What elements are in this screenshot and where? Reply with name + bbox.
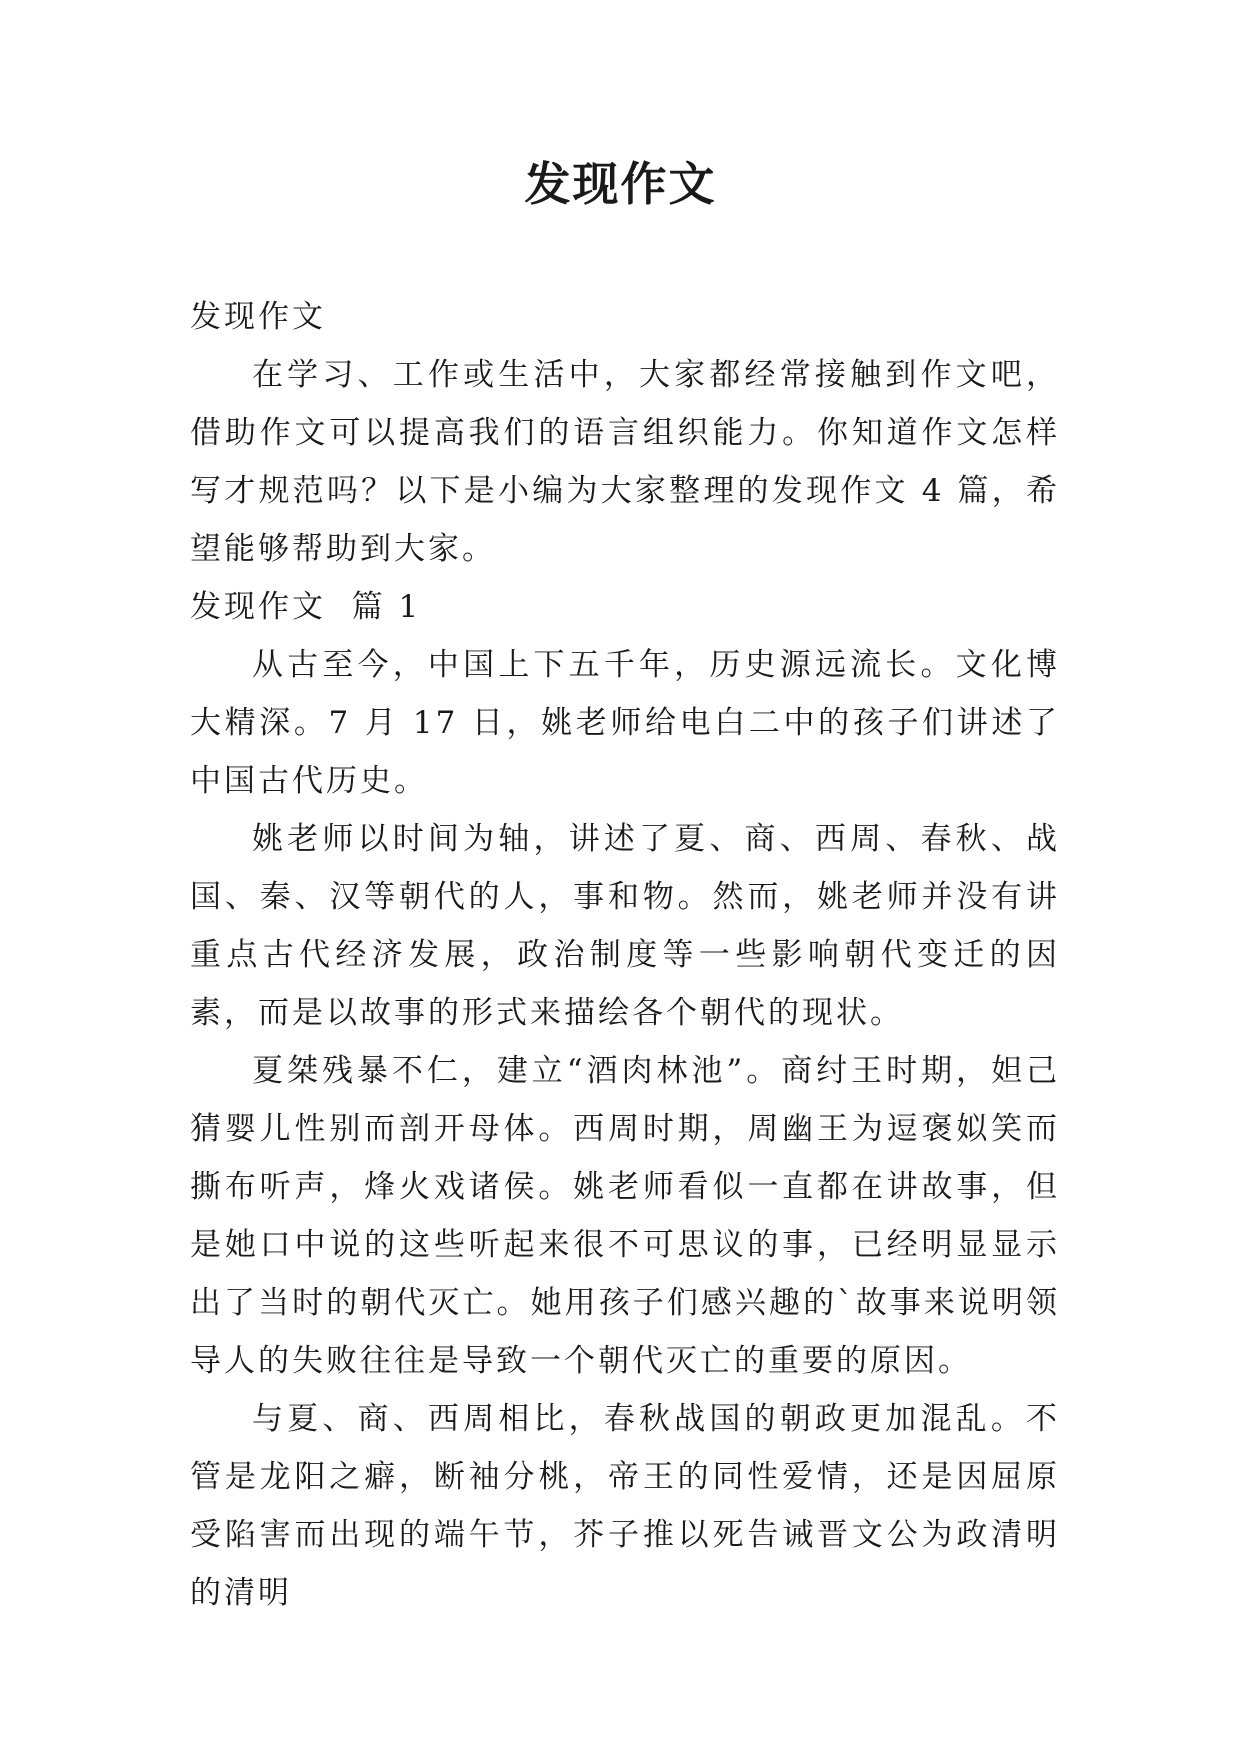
body-paragraph: 与夏、商、西周相比，春秋战国的朝政更加混乱。不管是龙阳之癖，断袖分桃，帝王的同性爱情，还是因屈原受陷害而出现的端午节，芥子推以死告诫晋文公为政清明的清明 [190, 1401, 1060, 1611]
intro-paragraph: 在学习、工作或生活中，大家都经常接触到作文吧，借助作文可以提高我们的语言组织能力。你知道作文怎样写才规范吗？以下是小编为大家整理的发现作文 4 篇，希望能够帮助到大家。 [190, 357, 1060, 567]
body-paragraph: 姚老师以时间为轴，讲述了夏、商、西周、春秋、战国、秦、汉等朝代的人，事和物。然而，姚老师并没有讲重点古代经济发展，政治制度等一些影响朝代变迁的因素，而是以故事的形式来描绘各个朝代的现状。 [190, 821, 1060, 1031]
section-heading: 发现作文 篇 1 [190, 589, 422, 625]
document-body [190, 288, 1060, 1622]
document-title: 发现作文 [524, 157, 717, 211]
body-paragraph: 夏桀残暴不仁，建立“酒肉林池”。商纣王时期，妲己猜婴儿性别而剖开母体。西周时期，周幽王为逗褒姒笑而撕布听声，烽火戏诸侯。姚老师看似一直都在讲故事，但是她口中说的这些听起来很不可思议的事，已经明显显示出了当时的朝代灭亡。她用孩子们感兴趣的`故事来说明领导人的失败往往是导致一个朝代灭亡的重要的原因。 [190, 1053, 1060, 1379]
section-heading: 发现作文 [190, 299, 326, 335]
body-paragraph: 从古至今，中国上下五千年，历史源远流长。文化博大精深。7 月 17 日，姚老师给电白二中的孩子们讲述了中国古代历史。 [190, 647, 1060, 799]
